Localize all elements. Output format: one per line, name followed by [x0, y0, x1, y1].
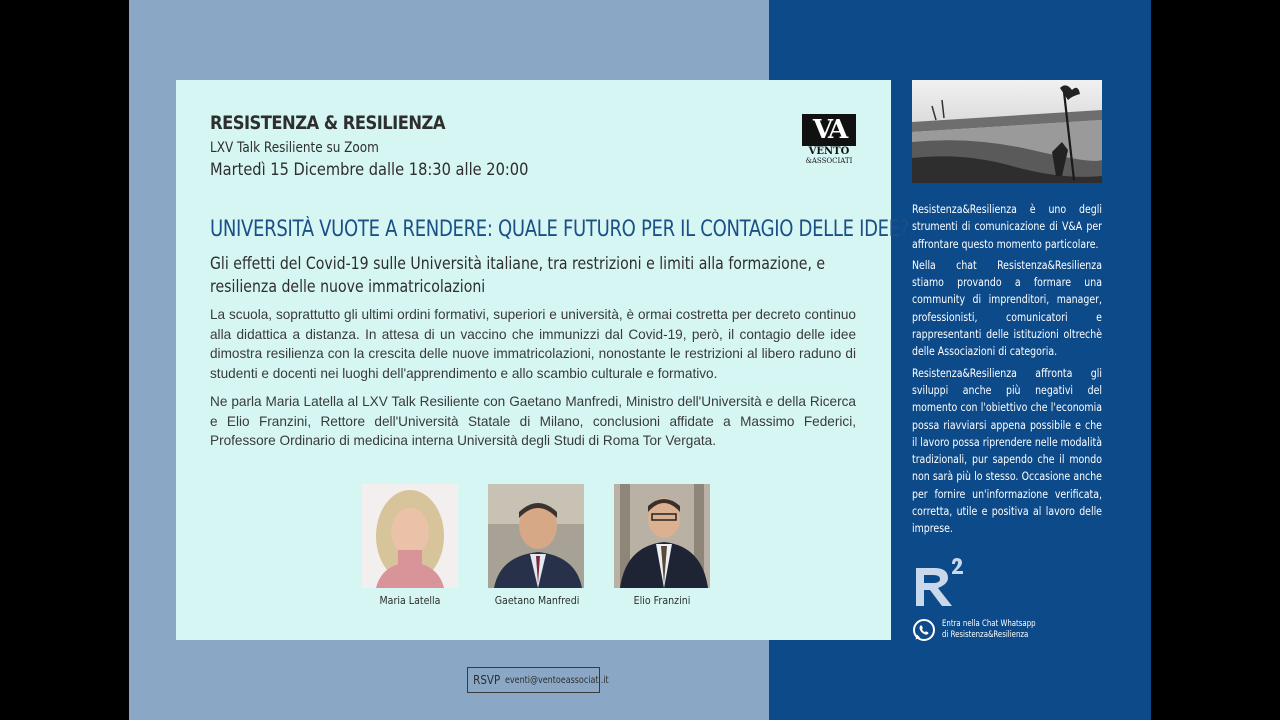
body-paragraph-2: Ne parla Maria Latella al LXV Talk Resiliente con Gaetano Manfredi, Ministro dell'Università e della Ricerca e Elio Franzini, Rettore dell'Università Statale di Milano, conclusioni affidate a Massimo Federici, Professore Ordinario di medicina interna Università degli Studi di Roma Tor Vergata.: [210, 394, 856, 448]
event-subtitle: LXV Talk Resiliente su Zoom: [210, 140, 379, 156]
lead-paragraph: Gli effetti del Covid-19 sulle Università italiane, tra restrizioni e limiti alla formazione, e resilienza delle nuove immatricolazioni: [210, 254, 826, 297]
logo-sub: &ASSOCIATI: [805, 157, 853, 165]
speaker-name: Elio Franzini: [633, 594, 691, 607]
event-title: RESISTENZA & RESILIENZA: [210, 112, 446, 134]
whatsapp-icon: [912, 618, 936, 642]
speaker-name: Gaetano Manfredi: [494, 594, 580, 607]
speaker-card: [488, 484, 584, 607]
speaker-photo: [362, 484, 458, 588]
whatsapp-text: [942, 619, 1036, 641]
rsvp-label: RSVP: [473, 673, 501, 687]
speaker-name: Maria Latella: [379, 594, 441, 607]
speaker-photo: [488, 484, 584, 588]
body-paragraph-1: La scuola, soprattutto gli ultimi ordini formativi, superiori e università, è ormai costretta per decreto continuo alla didattica a distanza. In attesa di un vaccino che immunizzi dal Covid-19, però, il contagio delle idee dimostra resilienza con la crescita delle nuove immatricolazioni, nonostante le restrizioni al libero raduno di studenti e docenti nei luoghi dell'apprendimento e allo scambio culturale e formativo.: [210, 307, 856, 381]
whatsapp-chat-link[interactable]: [912, 618, 1062, 644]
logo-mark: VA: [802, 114, 856, 146]
speaker-photo: [614, 484, 710, 588]
headline: UNIVERSITÀ VUOTE A RENDERE: QUALE FUTURO PER IL CONTAGIO DELLE IDEE?: [210, 217, 910, 242]
speaker-card: [614, 484, 710, 607]
sidebar-paragraph-2: Nella chat Resistenza&Resilienza stiamo provando a formare una community di imprenditori, manager, professionisti, comunicatori e rappresentanti delle istituzioni oltrechè delle Associazioni di categoria.: [912, 257, 1102, 359]
body-text: [210, 305, 856, 460]
rsvp-box[interactable]: [467, 667, 610, 693]
whatsapp-line-2: di Resistenza&Resilienza: [942, 630, 1029, 640]
header-photo: [912, 80, 1102, 183]
vento-associati-logo: [802, 114, 856, 165]
sidebar-text: [912, 201, 1102, 542]
event-card: [176, 80, 910, 640]
logo-name: VENTO: [808, 146, 850, 157]
event-date: Martedì 15 Dicembre dalle 18:30 alle 20:00: [210, 160, 529, 180]
sidebar-paragraph-1: Resistenza&Resilienza è uno degli strumenti di comunicazione di V&A per affrontare questo momento particolare.: [912, 202, 1102, 251]
rsvp-email-link[interactable]: eventi@ventoeassociati.it: [505, 674, 610, 686]
r2-logo-icon: [912, 556, 972, 610]
speaker-card: [362, 484, 458, 607]
whatsapp-line-1: Entra nella Chat Whatsapp: [942, 619, 1036, 629]
sidebar-paragraph-3: Resistenza&Resilienza affronta gli sviluppi anche più negativi del momento con l'obiettivo che l'economia possa riavviarsi appena possibile e che il lavoro possa riprendere nelle modalità tradizionali, pur sapendo che il mondo non sarà più lo stesso. Occasione anche per fornire un'informazione verificata, corretta, utile e positiva al lavoro delle imprese.: [912, 365, 1102, 536]
speakers: [362, 484, 722, 614]
